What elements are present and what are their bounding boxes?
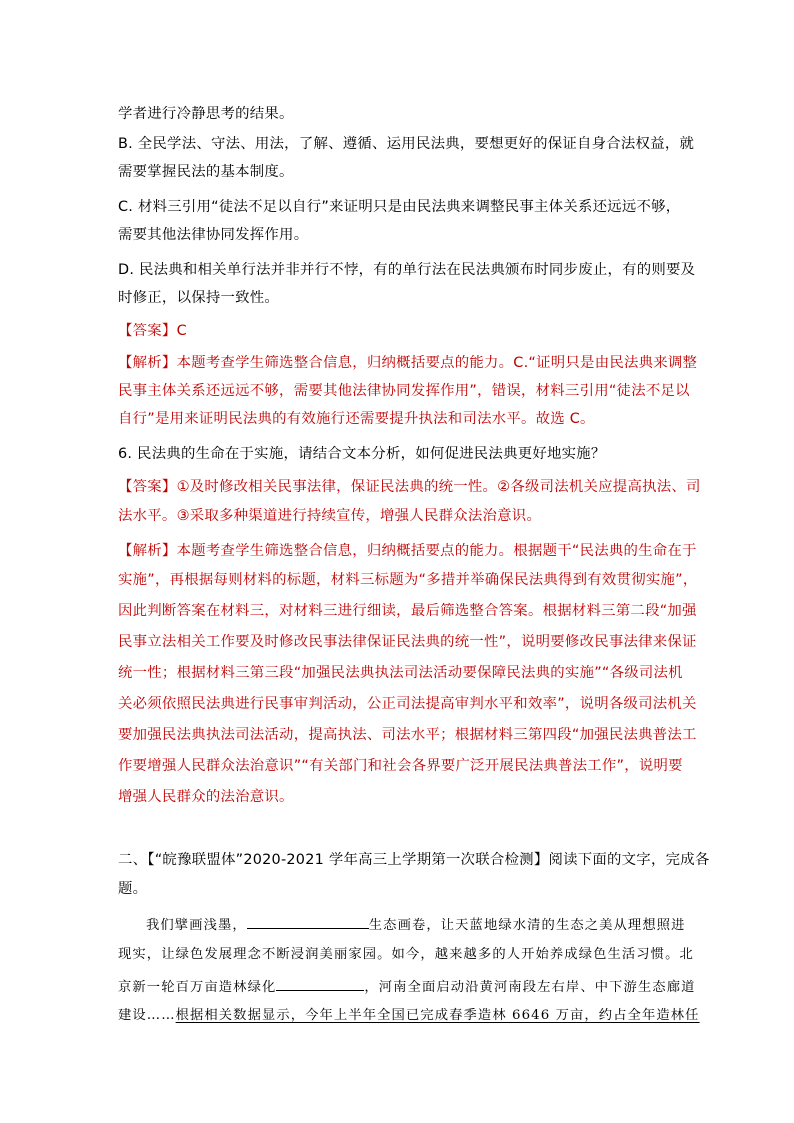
q5-answer: 【答案】C (118, 323, 187, 339)
q5-analysis-line-1: 【解析】本题考查学生筛选整合信息，归纳概括要点的能力。C.“证明只是由民法典来调整 (118, 355, 698, 371)
section-2-heading-line-2: 题。 (118, 881, 148, 897)
passage-line-2: 现实，让绿色发展理念不断浸润美丽家园。如今，越来越多的人开始养成绿色生活习惯。北 (118, 947, 694, 962)
q6-analysis-line-1: 【解析】本题考查学生筛选整合信息，归纳概括要点的能力。根据题干“民法典的生命在于 (118, 543, 697, 559)
option-b-line-1: B. 全民学法、守法、用法，了解、遵循、运用民法典，要想更好的保证自身合法权益，就 (118, 136, 695, 152)
q6-analysis-line-5: 统一性；根据材料三第三段“加强民法典执法司法活动要保障民法典的实施”“各级司法机 (118, 665, 683, 681)
q6-analysis-line-7: 要加强民法典执法司法活动，提高执法、司法水平；根据材料三第四段“加强民法典普法工 (118, 727, 697, 743)
q6-analysis-line-6: 关必须依照民法典进行民事审判活动，公正司法提高审判水平和效率”，说明各级司法机关 (118, 696, 697, 712)
q5-analysis-line-2: 民事主体关系还远远不够，需要其他法律协同发挥作用”，错误，材料三引用“徒法不足以 (118, 383, 690, 399)
passage-line-4-a: 建设…… (118, 1008, 176, 1023)
q6-question: 6. 民法典的生命在于实施，请结合文本分析，如何促进民法典更好地实施？ (118, 446, 606, 462)
q6-analysis-line-3: 因此判断答案在材料三，对材料三进行细读，最后筛选整合答案。根据材料三第二段“加强 (118, 603, 697, 619)
passage-line-1 (146, 914, 686, 936)
q6-analysis-line-8: 作要增强人民群众法治意识”“有关部门和社会各界要广泛开展民法典普法工作”，说明要 (118, 758, 683, 774)
passage-line-3 (118, 976, 696, 998)
section-2-heading-line-1: 二、【“皖豫联盟体”2020-2021 学年高三上学期第一次联合检测】阅读下面的文字，完成各 (118, 852, 710, 868)
option-c-line-2: 需要其他法律协同发挥作用。 (118, 227, 309, 243)
passage-line-4 (118, 1006, 700, 1026)
q6-answer-line-1: 【答案】①及时修改相关民事法律，保证民法典的统一性。②各级司法机关应提高执法、司 (118, 479, 701, 495)
underlined-sentence: 根据相关数据显示，今年上半年全国已完成春季造林 6646 万亩，约占全年造林任 (175, 1008, 700, 1023)
fill-in-blank-1[interactable] (247, 914, 369, 929)
q6-answer-line-2: 法水平。③采取多种渠道进行持续宣传，增强人民群众法治意识。 (118, 508, 542, 524)
passage-line-1-a: 我们擘画浅墨， (146, 918, 247, 933)
option-d-line-1: D. 民法典和相关单行法并非并行不悖，有的单行法在民法典颁布时同步废止，有的则要及 (118, 262, 696, 278)
passage-line-3-a: 京新一轮百万亩造林绿化 (118, 980, 277, 995)
q6-analysis-line-4: 民事立法相关工作要及时修改民事法律保证民法典的统一性”，说明要修改民事法律来保证 (118, 634, 697, 650)
option-a-tail: 学者进行冷静思考的结果。 (118, 106, 294, 122)
option-b-line-2: 需要掌握民法的基本制度。 (118, 164, 294, 180)
q6-analysis-line-2: 实施”，再根据每则材料的标题，材料三标题为“多措并举确保民法典得到有效贯彻实施”， (118, 572, 698, 588)
passage-line-1-b: 生态画卷，让天蓝地绿水清的生态之美从理想照进 (368, 918, 686, 933)
option-c-line-1: C. 材料三引用“徒法不足以自行”来证明只是由民法典来调整民事主体关系还远远不够， (118, 199, 681, 215)
fill-in-blank-2[interactable] (276, 976, 364, 991)
q6-analysis-line-9: 增强人民群众的法治意识。 (118, 789, 294, 805)
passage-line-3-b: ，河南全面启动沿黄河南段左右岸、中下游生态廊道 (364, 980, 696, 995)
option-d-line-2: 时修正，以保持一致性。 (118, 290, 280, 306)
q5-analysis-line-3: 自行”是用来证明民法典的有效施行还需要提升执法和司法水平。故选 C。 (118, 411, 595, 427)
